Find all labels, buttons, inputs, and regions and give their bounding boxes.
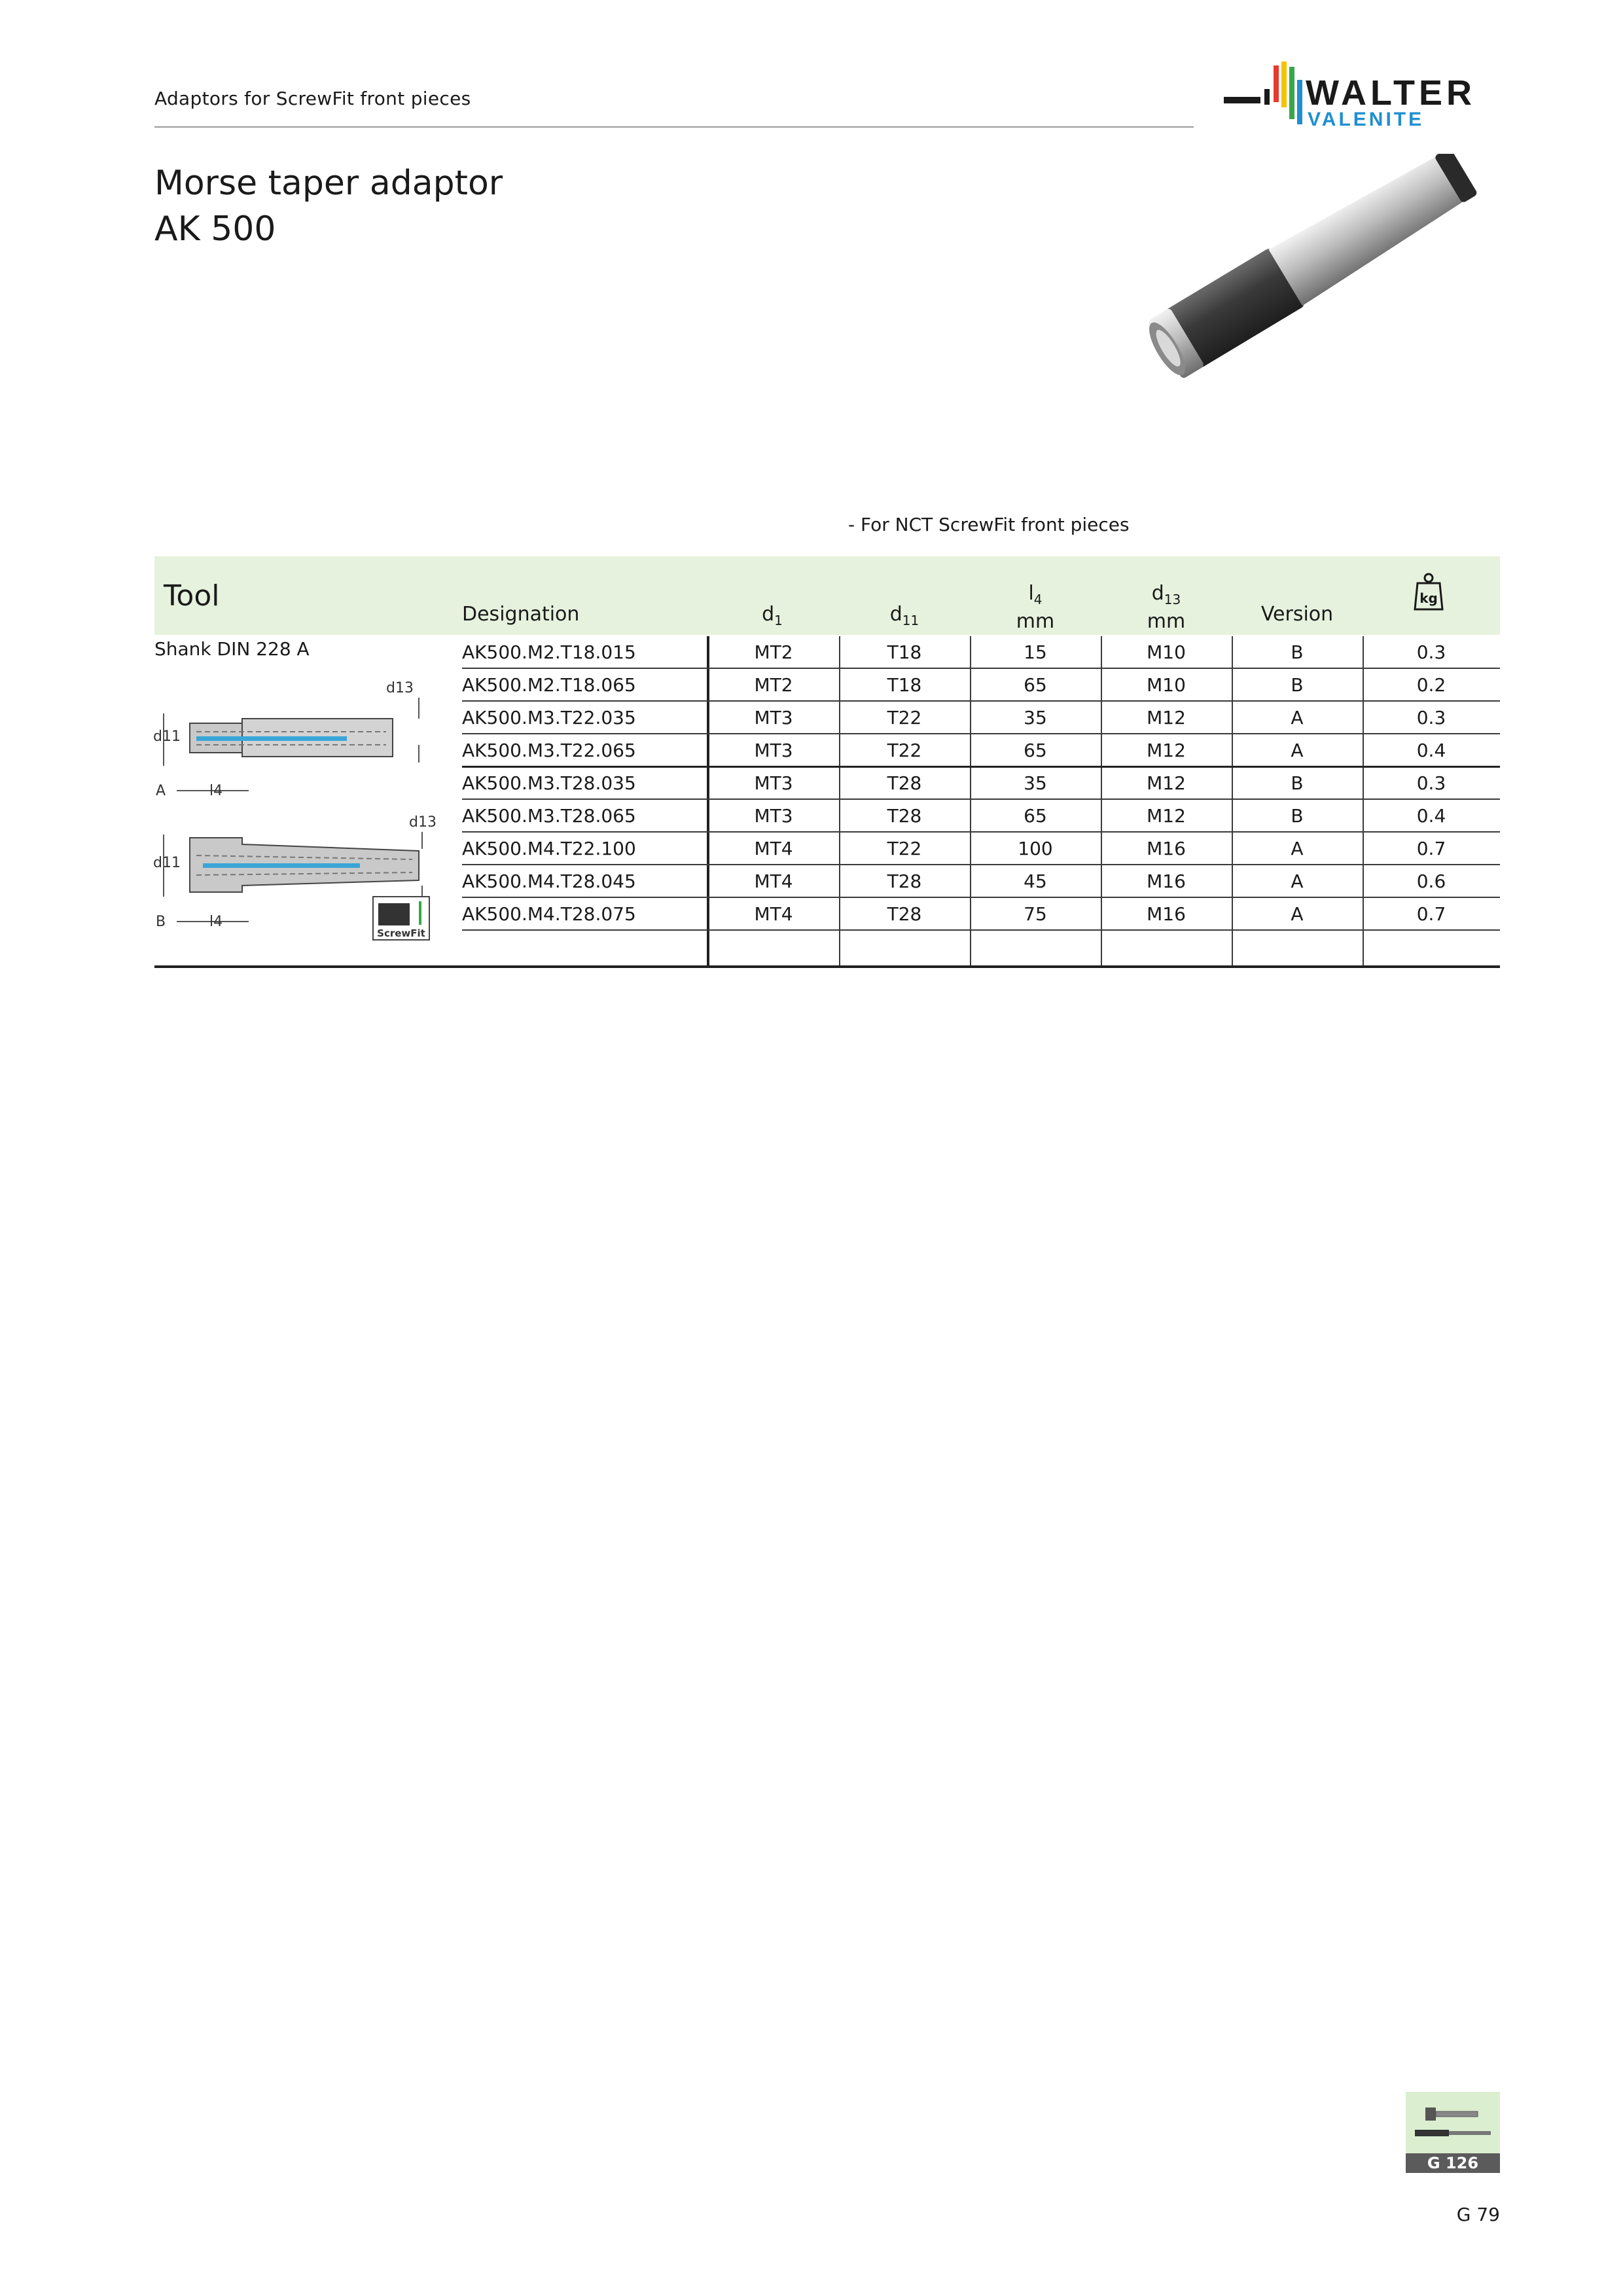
cell-l4: 15 [1024, 641, 1047, 663]
cell-d1: MT2 [754, 641, 793, 663]
tool-section-label: Tool [164, 579, 220, 613]
cell-d11: T28 [887, 870, 922, 892]
cross-reference-label[interactable]: G 126 [1406, 2153, 1500, 2173]
cell-designation: AK500.M3.T28.035 [462, 772, 636, 794]
header-d1 [707, 603, 838, 632]
cell-d11: T18 [887, 674, 922, 696]
cell-d11: T22 [887, 838, 922, 859]
cell-l4: 75 [1024, 903, 1047, 925]
brand-logo [1224, 60, 1512, 132]
label-d13: d13 [386, 680, 414, 696]
cell-designation: AK500.M4.T22.100 [462, 838, 636, 859]
product-title [154, 160, 503, 252]
cell-d1: MT3 [754, 805, 793, 827]
product-title-line2: AK 500 [154, 209, 276, 249]
label-d11: d11 [153, 728, 181, 745]
logo-graphic [1224, 60, 1512, 132]
cell-d11: T22 [887, 740, 922, 761]
cell-d11: T28 [887, 772, 922, 794]
cell-d1: MT3 [754, 772, 793, 794]
cell-designation: AK500.M3.T22.035 [462, 707, 636, 728]
cell-d1: MT4 [754, 870, 793, 892]
cell-weight: 0.6 [1416, 870, 1446, 892]
cell-d13: M12 [1147, 805, 1186, 827]
cell-weight: 0.4 [1416, 805, 1446, 827]
section-header: Adaptors for ScrewFit front pieces [154, 88, 471, 109]
header-d13-subscript: 13 [1164, 592, 1181, 607]
cell-designation: AK500.M4.T28.075 [462, 903, 636, 925]
header-l4-unit: mm [1016, 610, 1055, 633]
cell-l4: 100 [1018, 838, 1053, 859]
cell-d1: MT3 [754, 707, 793, 728]
cell-weight: 0.2 [1416, 674, 1446, 696]
header-divider [154, 126, 1194, 128]
cell-version: A [1291, 870, 1304, 892]
screwfit-badge-label: ScrewFit [377, 927, 425, 939]
cell-version: A [1291, 740, 1304, 761]
cell-l4: 45 [1024, 870, 1047, 892]
cell-designation: AK500.M2.T18.015 [462, 641, 636, 663]
label-l4: l4 [209, 914, 223, 930]
cell-l4: 35 [1024, 772, 1047, 794]
header-designation: Designation [462, 603, 580, 626]
cell-designation: AK500.M2.T18.065 [462, 674, 636, 696]
cell-d13: M16 [1147, 870, 1186, 892]
cell-d13: M12 [1147, 707, 1186, 728]
cell-weight: 0.7 [1416, 838, 1446, 859]
header-d13-symbol: d [1151, 582, 1164, 605]
cell-l4: 65 [1024, 740, 1047, 761]
weight-kg-icon [1414, 573, 1444, 612]
product-image [1139, 154, 1505, 389]
logo-walter-text: WALTER [1306, 73, 1476, 113]
cell-l4: 65 [1024, 674, 1047, 696]
header-l4-symbol: l [1028, 582, 1034, 605]
cell-d13: M10 [1147, 641, 1186, 663]
header-d11-subscript: 11 [902, 613, 919, 628]
header-d11-symbol: d [889, 603, 902, 626]
cell-weight: 0.3 [1416, 641, 1446, 663]
cell-weight: 0.3 [1416, 707, 1446, 728]
cell-designation: AK500.M3.T28.065 [462, 805, 636, 827]
product-title-line1: Morse taper adaptor [154, 164, 503, 203]
cell-d11: T22 [887, 707, 922, 728]
header-version: Version [1260, 603, 1334, 626]
cell-d1: MT3 [754, 740, 793, 761]
cell-l4: 35 [1024, 707, 1047, 728]
cell-version: A [1291, 838, 1304, 859]
header-d13-unit: mm [1147, 610, 1186, 633]
cell-l4: 65 [1024, 805, 1047, 827]
shank-type-label: Shank DIN 228 A [154, 638, 310, 660]
cell-d13: M12 [1147, 772, 1186, 794]
page-number: G 79 [1456, 2204, 1500, 2225]
cell-weight: 0.3 [1416, 772, 1446, 794]
header-l4-subscript: 4 [1033, 592, 1043, 607]
technical-drawing-version-a [151, 674, 438, 798]
label-version-b: B [156, 914, 166, 930]
label-d11: d11 [153, 855, 181, 871]
label-version-a: A [156, 783, 166, 798]
header-d1-subscript: 1 [774, 613, 783, 628]
cell-d1: MT4 [754, 903, 793, 925]
header-l4 [970, 583, 1101, 633]
cell-d11: T28 [887, 903, 922, 925]
cell-weight: 0.4 [1416, 740, 1446, 761]
header-d1-symbol: d [762, 603, 775, 626]
cell-d13: M10 [1147, 674, 1186, 696]
cell-d13: M16 [1147, 838, 1186, 859]
cell-designation: AK500.M3.T22.065 [462, 740, 636, 761]
cell-d1: MT2 [754, 674, 793, 696]
cell-designation: AK500.M4.T28.045 [462, 870, 636, 892]
cell-version: A [1291, 903, 1304, 925]
cell-version: B [1291, 641, 1304, 663]
screw-tool-icon [1406, 2092, 1500, 2151]
cell-d1: MT4 [754, 838, 793, 859]
table-bottom-rule [154, 965, 1500, 968]
header-d11 [839, 603, 970, 632]
label-l4: l4 [209, 783, 223, 798]
logo-valenite-text: VALENITE [1308, 109, 1425, 130]
cell-d11: T28 [887, 805, 922, 827]
cell-version: B [1291, 805, 1304, 827]
cell-d11: T18 [887, 641, 922, 663]
screwfit-badge-icon [373, 897, 429, 940]
application-note: - For NCT ScrewFit front pieces [848, 514, 1130, 535]
label-d13: d13 [409, 814, 437, 831]
cell-version: B [1291, 772, 1304, 794]
technical-drawing-version-b [151, 808, 438, 946]
cell-weight: 0.7 [1416, 903, 1446, 925]
weight-kg-icon-label: kg [1419, 590, 1438, 606]
cell-d13: M16 [1147, 903, 1186, 925]
cell-d13: M12 [1147, 740, 1186, 761]
header-d13 [1101, 583, 1232, 633]
cell-version: B [1291, 674, 1304, 696]
cell-version: A [1291, 707, 1304, 728]
